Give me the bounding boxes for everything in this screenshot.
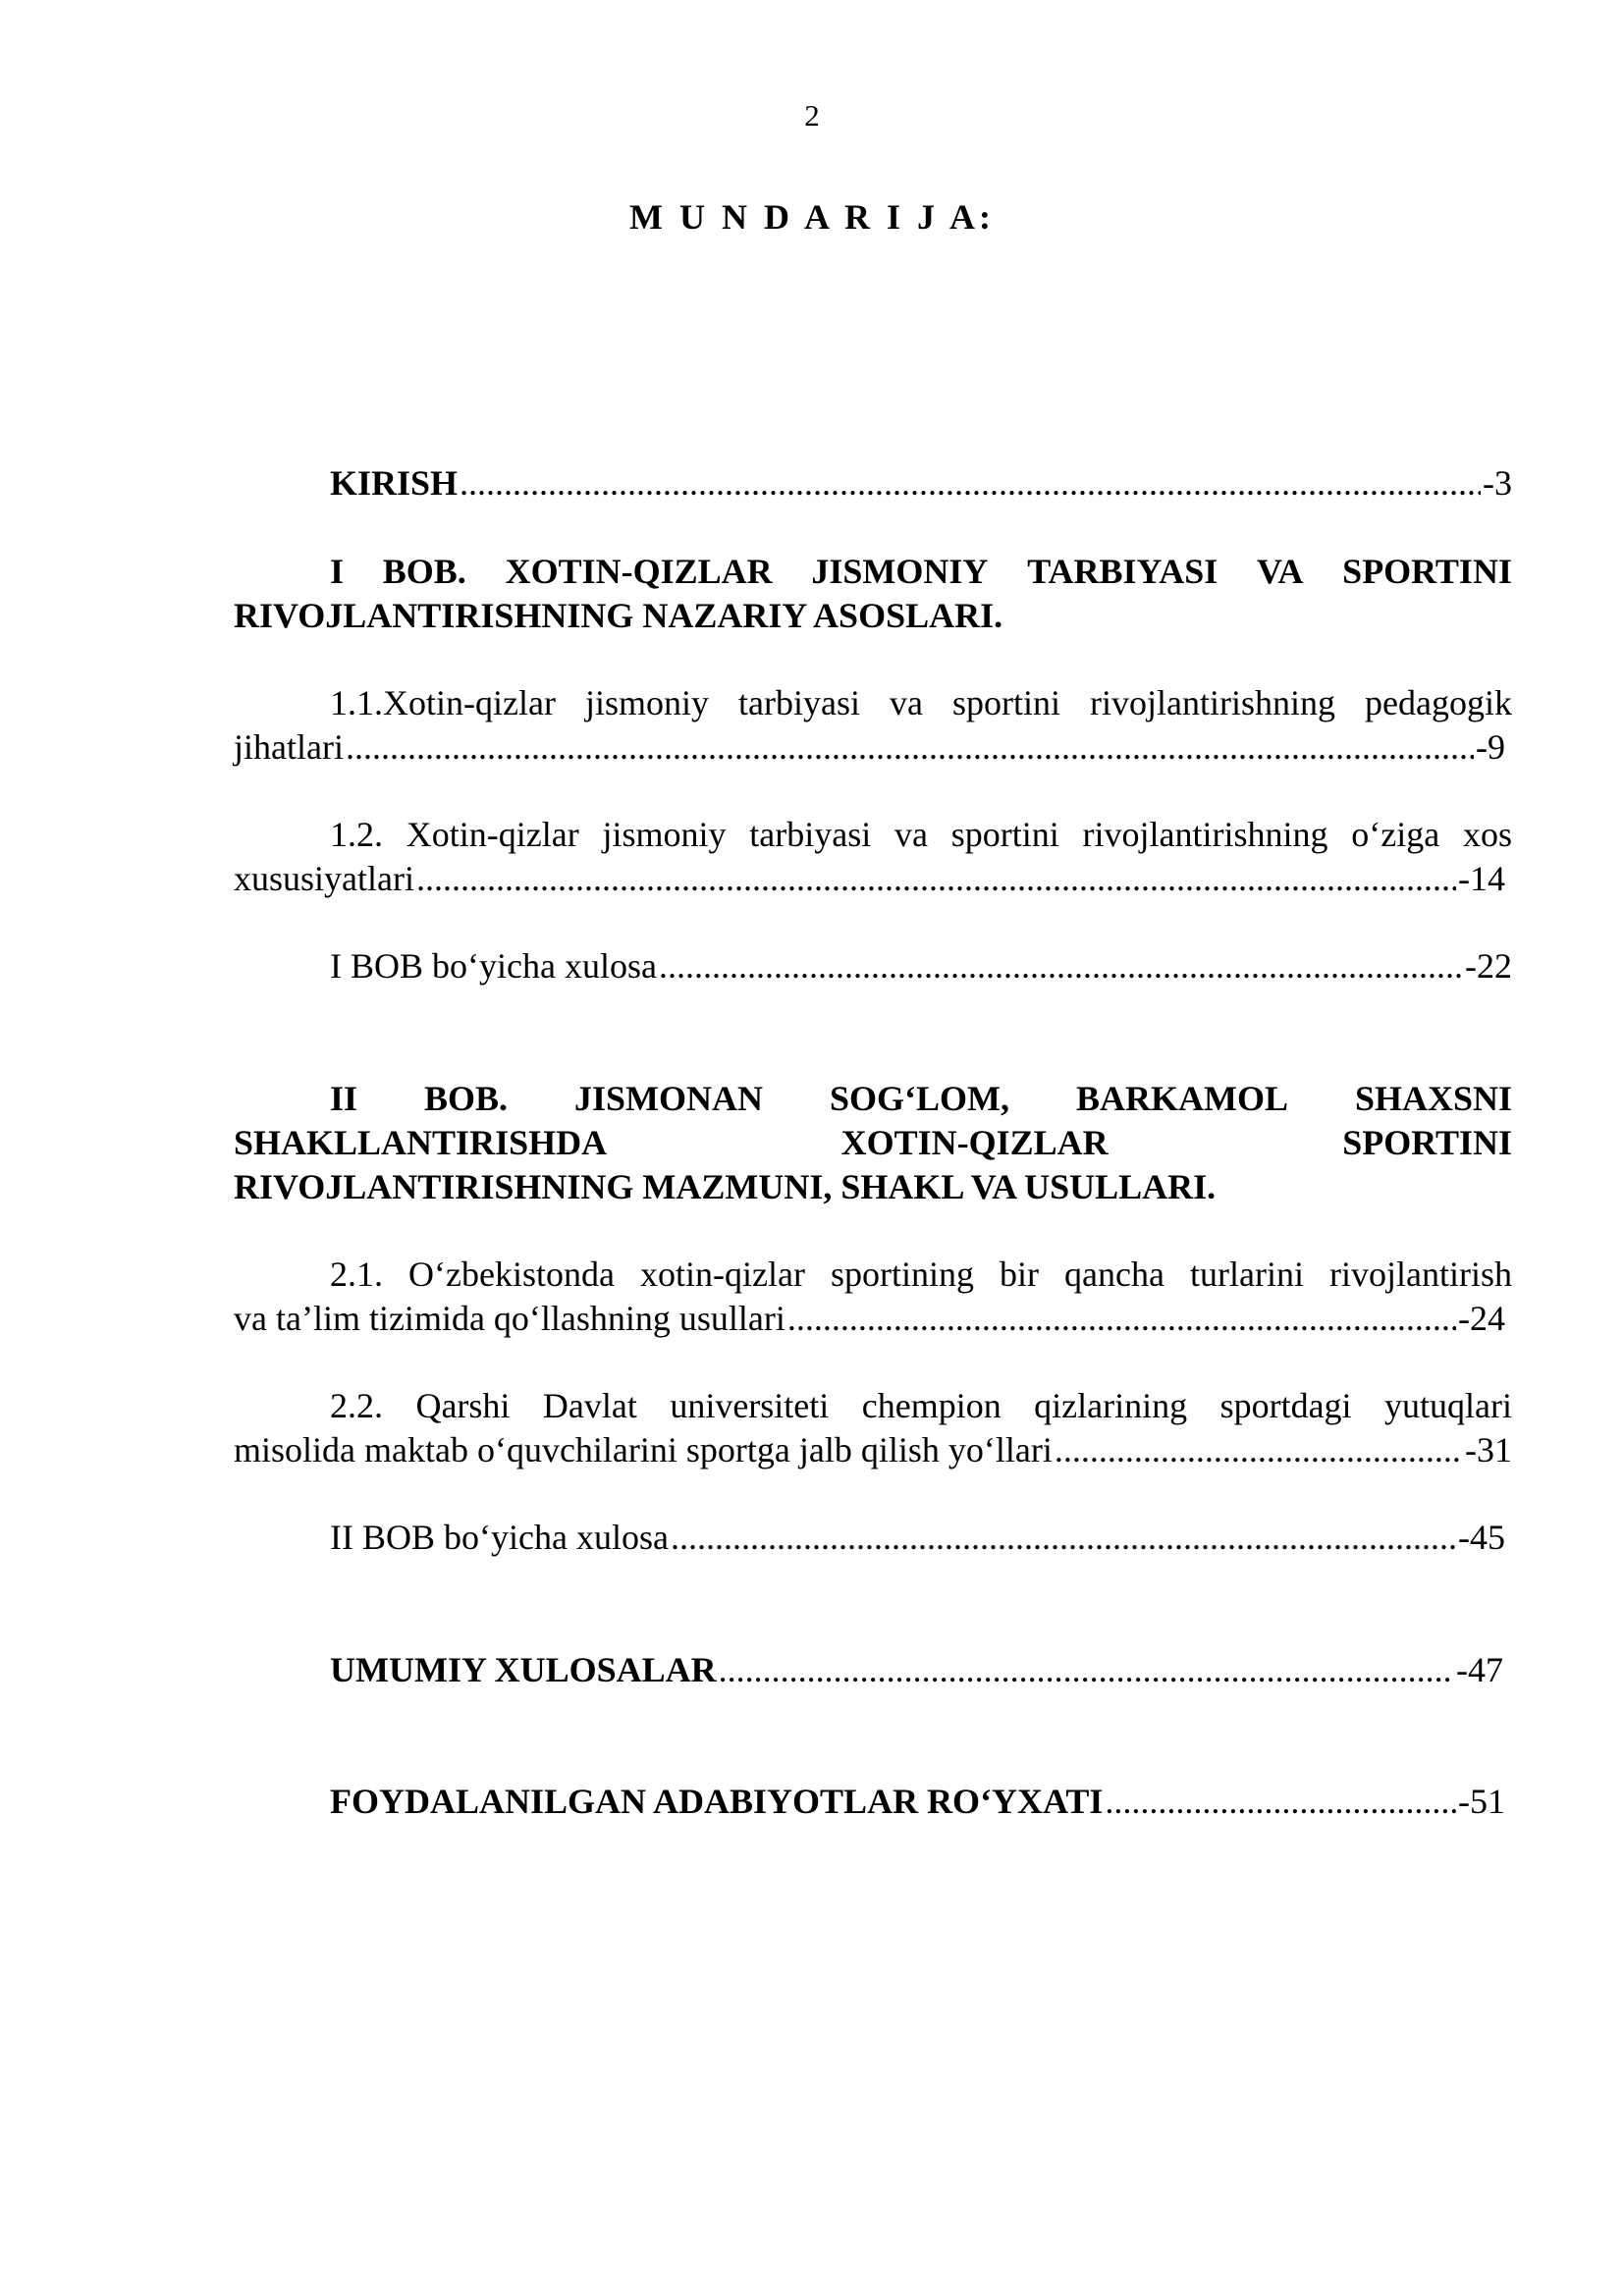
chapter-2-line-3: RIVOJLANTIRISHNING MAZMUNI, SHAKL VA USULLARI.	[234, 1167, 1217, 1206]
dot-leader	[460, 461, 1481, 506]
entry-2-2-line-1: 2.2. Qarshi Davlat universiteti chempion qizlarining sportdagi yutuqlari	[330, 1386, 1512, 1425]
toc-page-number: -14	[1458, 859, 1505, 898]
chapter-2-word: SHAXSNI	[1354, 1079, 1512, 1118]
chapter-1-word: VA	[1257, 552, 1304, 591]
toc-chapter-1-heading[interactable]	[234, 550, 1512, 638]
chapter-1-line-1	[234, 550, 1512, 594]
toc-entry-label: misolida maktab o‘quvchilarini sportga jalb qilish yo‘llari	[234, 1430, 1053, 1469]
chapter-2-word: JISMONAN	[574, 1079, 764, 1118]
toc-page-number: -9	[1476, 727, 1505, 767]
dot-leader	[787, 1297, 1456, 1341]
toc-entry-1-1[interactable]	[234, 681, 1512, 770]
toc-entry-conclusions[interactable]	[234, 1648, 1512, 1692]
chapter-1-word: SPORTINI	[1342, 552, 1512, 591]
chapter-2-word: SHAKLLANTIRISHDA	[234, 1123, 608, 1162]
chapter-1-line-1-text	[330, 550, 1512, 594]
chapter-2-line-2	[234, 1121, 1512, 1165]
toc-chapter-2-heading[interactable]	[234, 1077, 1512, 1209]
dot-leader	[671, 1516, 1456, 1560]
entry-2-1-line-1: 2.1. O‘zbekistonda xotin-qizlar sportining bir qancha turlarini rivojlantirish	[330, 1255, 1512, 1294]
toc-entry-1-2[interactable]	[234, 813, 1512, 901]
chapter-2-word: XOTIN-QIZLAR	[840, 1123, 1109, 1162]
toc-entry-2-1[interactable]	[234, 1253, 1512, 1341]
dot-leader	[1105, 1780, 1456, 1824]
dot-leader	[1055, 1428, 1463, 1472]
chapter-1-word: TARBIYASI	[1027, 552, 1218, 591]
toc-entry-chapter-1-summary[interactable]	[234, 944, 1512, 988]
toc-entry-kirish[interactable]	[234, 461, 1512, 506]
toc-entry-2-2[interactable]	[234, 1384, 1512, 1472]
chapter-2-word: BOB.	[424, 1079, 509, 1118]
dot-leader	[416, 857, 1456, 901]
chapter-2-line-1	[234, 1077, 1512, 1121]
dot-leader	[659, 944, 1463, 988]
dot-leader	[346, 725, 1474, 770]
toc-entry-label: KIRISH	[330, 463, 459, 503]
entry-1-1-line-1: 1.1.Xotin-qizlar jismoniy tarbiyasi va sportini rivojlantirishning pedagogik	[330, 683, 1512, 722]
chapter-1-word: BOB.	[382, 552, 466, 591]
toc-page-number: -24	[1458, 1299, 1505, 1338]
chapter-1-line-2: RIVOJLANTIRISHNING NAZARIY ASOSLARI.	[234, 596, 1003, 635]
chapter-2-word: SOG‘LOM,	[829, 1079, 1009, 1118]
entry-1-2-line-1: 1.2. Xotin-qizlar jismoniy tarbiyasi va sportini rivojlantirishning o‘ziga xos	[330, 815, 1512, 854]
toc-entry-references[interactable]	[234, 1780, 1512, 1824]
toc-page-number: -31	[1465, 1430, 1512, 1469]
toc-entry-label: va ta’lim tizimida qo‘llashning usullari	[234, 1299, 785, 1338]
toc-entry-label: I BOB bo‘yicha xulosa	[330, 946, 657, 986]
dot-leader	[719, 1648, 1454, 1692]
chapter-1-word: JISMONIY	[811, 552, 989, 591]
chapter-2-word: BARKAMOL	[1075, 1079, 1288, 1118]
chapter-1-word: I	[330, 552, 345, 591]
chapter-2-word: II	[330, 1079, 358, 1118]
toc-page-number: -45	[1458, 1518, 1505, 1557]
toc-entry-label: xususiyatlari	[234, 859, 414, 898]
toc-page-number: -22	[1465, 946, 1512, 986]
toc-entry-label: FOYDALANILGAN ADABIYOTLAR RO‘YXATI	[330, 1782, 1104, 1821]
toc-entry-chapter-2-summary[interactable]	[234, 1516, 1512, 1560]
chapter-1-word: XOTIN-QIZLAR	[505, 552, 773, 591]
toc-entry-label: UMUMIY XULOSALAR	[330, 1650, 717, 1689]
toc-entry-label: jihatlari	[234, 727, 344, 767]
chapter-2-word: SPORTINI	[1342, 1123, 1512, 1162]
toc-page-number: -3	[1483, 463, 1512, 503]
page-number: 2	[804, 98, 820, 133]
toc-entry-label: II BOB bo‘yicha xulosa	[330, 1518, 669, 1557]
toc-page-number: -47	[1456, 1650, 1503, 1689]
toc-page-number: -51	[1458, 1782, 1505, 1821]
toc-title: M U N D A R I J A:	[628, 197, 995, 237]
